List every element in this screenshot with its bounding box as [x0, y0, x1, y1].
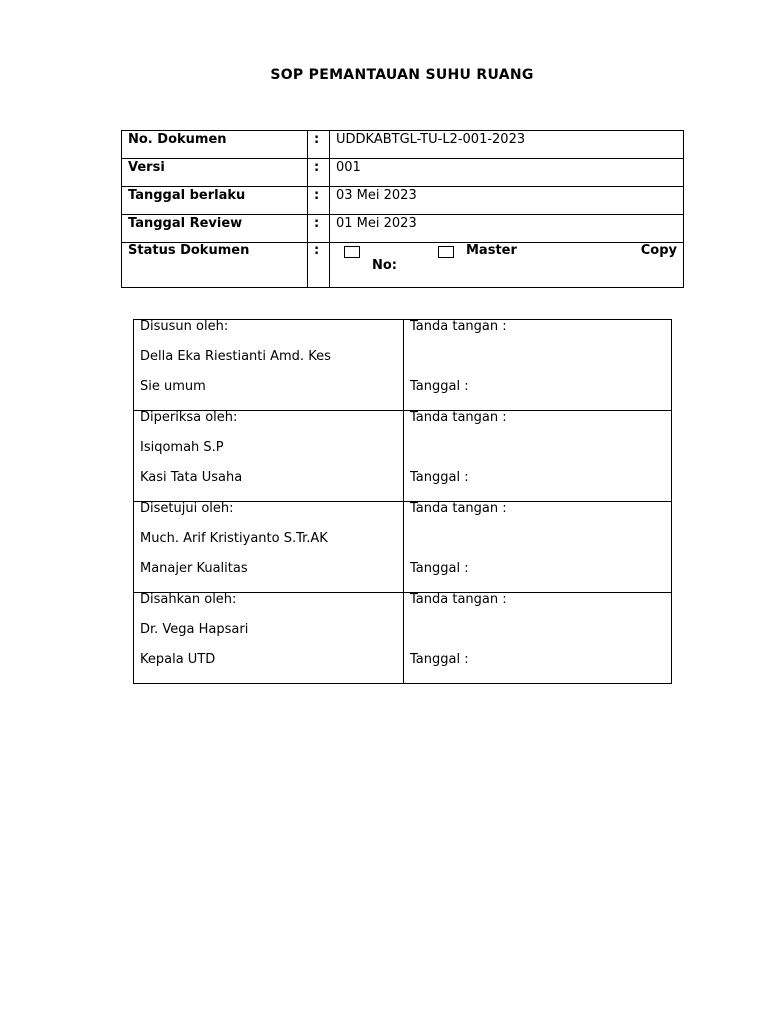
info-colon: : — [308, 215, 330, 243]
signature-cell — [404, 411, 672, 502]
info-label: Tanggal berlaku — [122, 187, 308, 215]
document-info-table — [121, 130, 684, 288]
info-row-version — [122, 159, 684, 187]
approval-signature-table — [133, 319, 672, 684]
signer-cell — [134, 320, 404, 411]
info-colon: : — [308, 131, 330, 159]
signature-label: Tanda tangan : — [410, 592, 507, 607]
signer-position: Kepala UTD — [140, 652, 216, 667]
signature-row-prepared — [134, 320, 672, 411]
status-options — [330, 243, 684, 288]
copy-number-label: No: — [372, 258, 398, 273]
signer-position: Manajer Kualitas — [140, 561, 248, 576]
master-checkbox[interactable] — [344, 246, 360, 258]
signature-row-approved — [134, 502, 672, 593]
info-row-effective-date — [122, 187, 684, 215]
signer-name: Isiqomah S.P — [140, 440, 224, 455]
info-row-review-date — [122, 215, 684, 243]
copy-label: Copy — [640, 243, 677, 258]
signature-label: Tanda tangan : — [410, 319, 507, 334]
signer-role: Diperiksa oleh: — [140, 410, 238, 425]
copy-checkbox[interactable] — [438, 246, 454, 258]
info-label: Status Dokumen — [122, 243, 308, 288]
date-label: Tanggal : — [410, 470, 469, 485]
info-label: No. Dokumen — [122, 131, 308, 159]
info-label: Tanggal Review — [122, 215, 308, 243]
signature-label: Tanda tangan : — [410, 501, 507, 516]
signer-name: Dr. Vega Hapsari — [140, 622, 249, 637]
date-label: Tanggal : — [410, 652, 469, 667]
signature-cell — [404, 502, 672, 593]
signature-cell — [404, 593, 672, 684]
signer-role: Disahkan oleh: — [140, 592, 237, 607]
signer-role: Disetujui oleh: — [140, 501, 234, 516]
signer-position: Kasi Tata Usaha — [140, 470, 243, 485]
info-value: UDDKABTGL-TU-L2-001-2023 — [330, 131, 684, 159]
signer-cell — [134, 502, 404, 593]
info-colon: : — [308, 243, 330, 288]
info-value: 03 Mei 2023 — [330, 187, 684, 215]
info-row-document-number — [122, 131, 684, 159]
info-colon: : — [308, 187, 330, 215]
signature-row-checked — [134, 411, 672, 502]
signature-row-ratified — [134, 593, 672, 684]
info-colon: : — [308, 159, 330, 187]
signature-cell — [404, 320, 672, 411]
info-value: 001 — [330, 159, 684, 187]
signer-cell — [134, 411, 404, 502]
date-label: Tanggal : — [410, 379, 469, 394]
signer-name: Much. Arif Kristiyanto S.Tr.AK — [140, 531, 328, 546]
date-label: Tanggal : — [410, 561, 469, 576]
master-label: Master — [466, 243, 517, 258]
signer-cell — [134, 593, 404, 684]
info-label: Versi — [122, 159, 308, 187]
info-value: 01 Mei 2023 — [330, 215, 684, 243]
signer-role: Disusun oleh: — [140, 319, 229, 334]
signer-position: Sie umum — [140, 379, 206, 394]
signer-name: Della Eka Riestianti Amd. Kes — [140, 349, 331, 364]
document-title: SOP PEMANTAUAN SUHU RUANG — [270, 67, 534, 83]
info-row-document-status — [122, 243, 684, 288]
signature-label: Tanda tangan : — [410, 410, 507, 425]
